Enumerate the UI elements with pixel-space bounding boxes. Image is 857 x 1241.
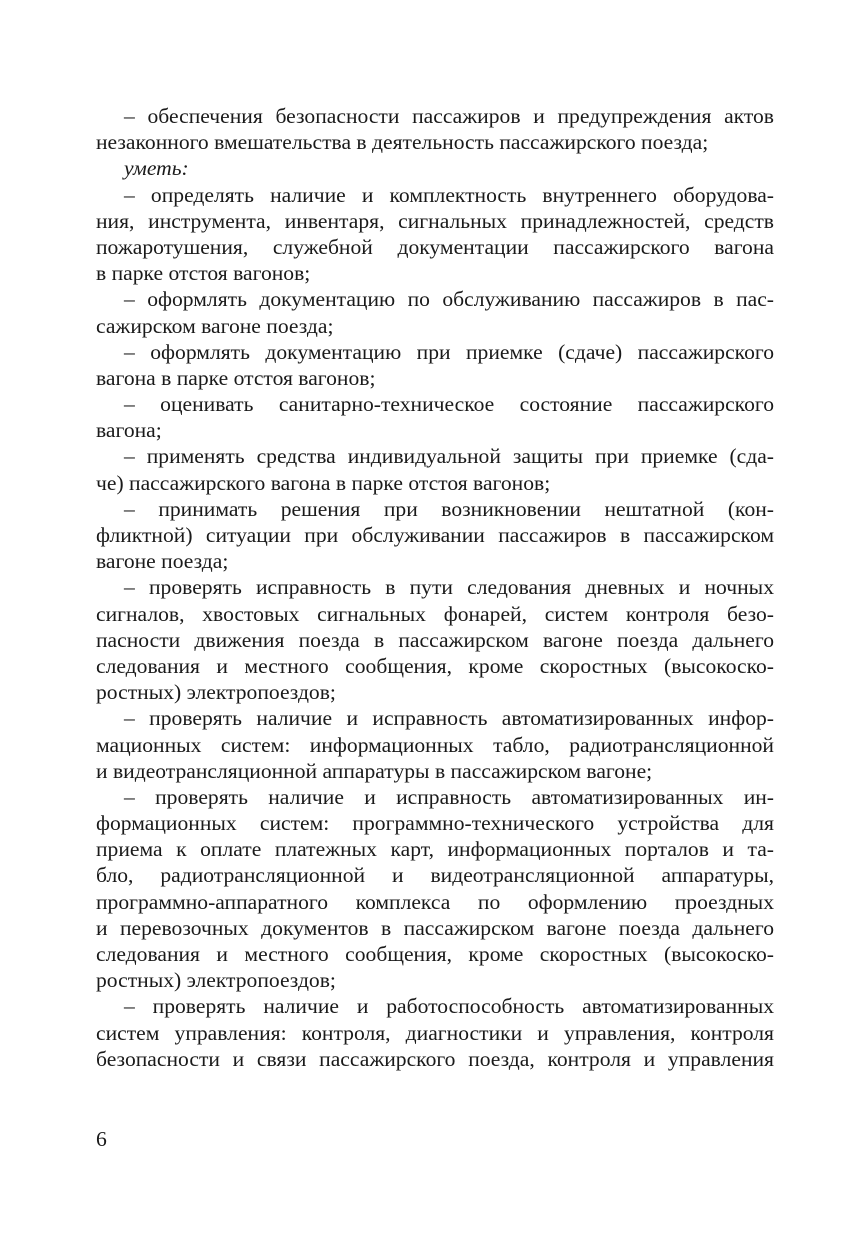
text-line: – оформлять документацию при приемке (сдаче) пассажирского <box>124 339 774 364</box>
text-line: фликтной) ситуации при обслуживании пассажиров в пассажирском <box>96 523 774 547</box>
text-line: формационных систем: программно-технического устройства для <box>96 811 774 836</box>
text-line: ростных) электропоездов; <box>96 680 336 705</box>
text-line: че) пассажирского вагона в парке отстоя вагонов; <box>96 470 551 495</box>
text-line: следования и местного сообщения, кроме скоростных (высокоско- <box>96 942 774 966</box>
text-line: безопасности и связи пассажирского поезда, контроля и управления <box>96 1046 774 1071</box>
text-line: незаконного вмешательства в деятельность пассажирского поезда; <box>96 130 709 155</box>
text-line: следования и местного сообщения, кроме скоростных (высокоско- <box>96 653 774 678</box>
text-line: мационных систем: информационных табло, радиотрансляционной <box>96 732 774 757</box>
text-line: программно-аппаратного комплекса по оформлению проездных <box>96 889 774 914</box>
text-line: – принимать решения при возникновении нештатной (кон- <box>124 496 774 521</box>
text-line: – применять средства индивидуальной защиты при приемке (сда- <box>124 444 774 469</box>
text-line: вагона; <box>96 418 162 443</box>
text-line: вагоне поезда; <box>96 549 229 574</box>
text-line: – проверять наличие и исправность автоматизированных ин- <box>124 784 774 809</box>
text-line: сигналов, хвостовых сигнальных фонарей, систем контроля безо- <box>96 601 774 626</box>
body-text <box>96 103 774 1072</box>
text-line: – оценивать санитарно-техническое состояние пассажирского <box>124 392 774 417</box>
text-line: пожаротушения, служебной документации пассажирского вагона <box>96 234 774 259</box>
text-line: систем управления: контроля, диагностики и управления, контроля <box>96 1020 774 1045</box>
text-line: уметь: <box>124 156 189 181</box>
text-line: пасности движения поезда в пассажирском вагоне поезда дальнего <box>96 627 774 652</box>
text-line: бло, радиотрансляционной и видеотрансляционной аппаратуры, <box>96 863 774 888</box>
text-line: – проверять исправность в пути следования дневных и ночных <box>124 575 774 600</box>
text-line: – проверять наличие и исправность автоматизированных инфор- <box>124 706 774 731</box>
text-line: ростных) электропоездов; <box>96 968 336 993</box>
text-line: и перевозочных документов в пассажирском вагоне поезда дальнего <box>96 915 774 940</box>
text-line: – обеспечения безопасности пассажиров и предупреждения актов <box>124 104 774 128</box>
text-line: вагона в парке отстоя вагонов; <box>96 365 376 390</box>
text-line: и видеотрансляционной аппаратуры в пассажирском вагоне; <box>96 758 653 783</box>
text-line: ния, инструмента, инвентаря, сигнальных принадлежностей, средств <box>96 208 774 233</box>
text-line: в парке отстоя вагонов; <box>96 261 311 286</box>
text-line: приема к оплате платежных карт, информационных порталов и та- <box>96 837 774 862</box>
page-number: 6 <box>96 1127 107 1151</box>
text-line: – оформлять документацию по обслуживанию пассажиров в пас- <box>124 287 774 312</box>
text-line: – проверять наличие и работоспособность автоматизированных <box>124 994 774 1019</box>
text-line: сажирском вагоне поезда; <box>96 313 334 338</box>
text-line: – определять наличие и комплектность внутреннего оборудова- <box>124 182 774 207</box>
